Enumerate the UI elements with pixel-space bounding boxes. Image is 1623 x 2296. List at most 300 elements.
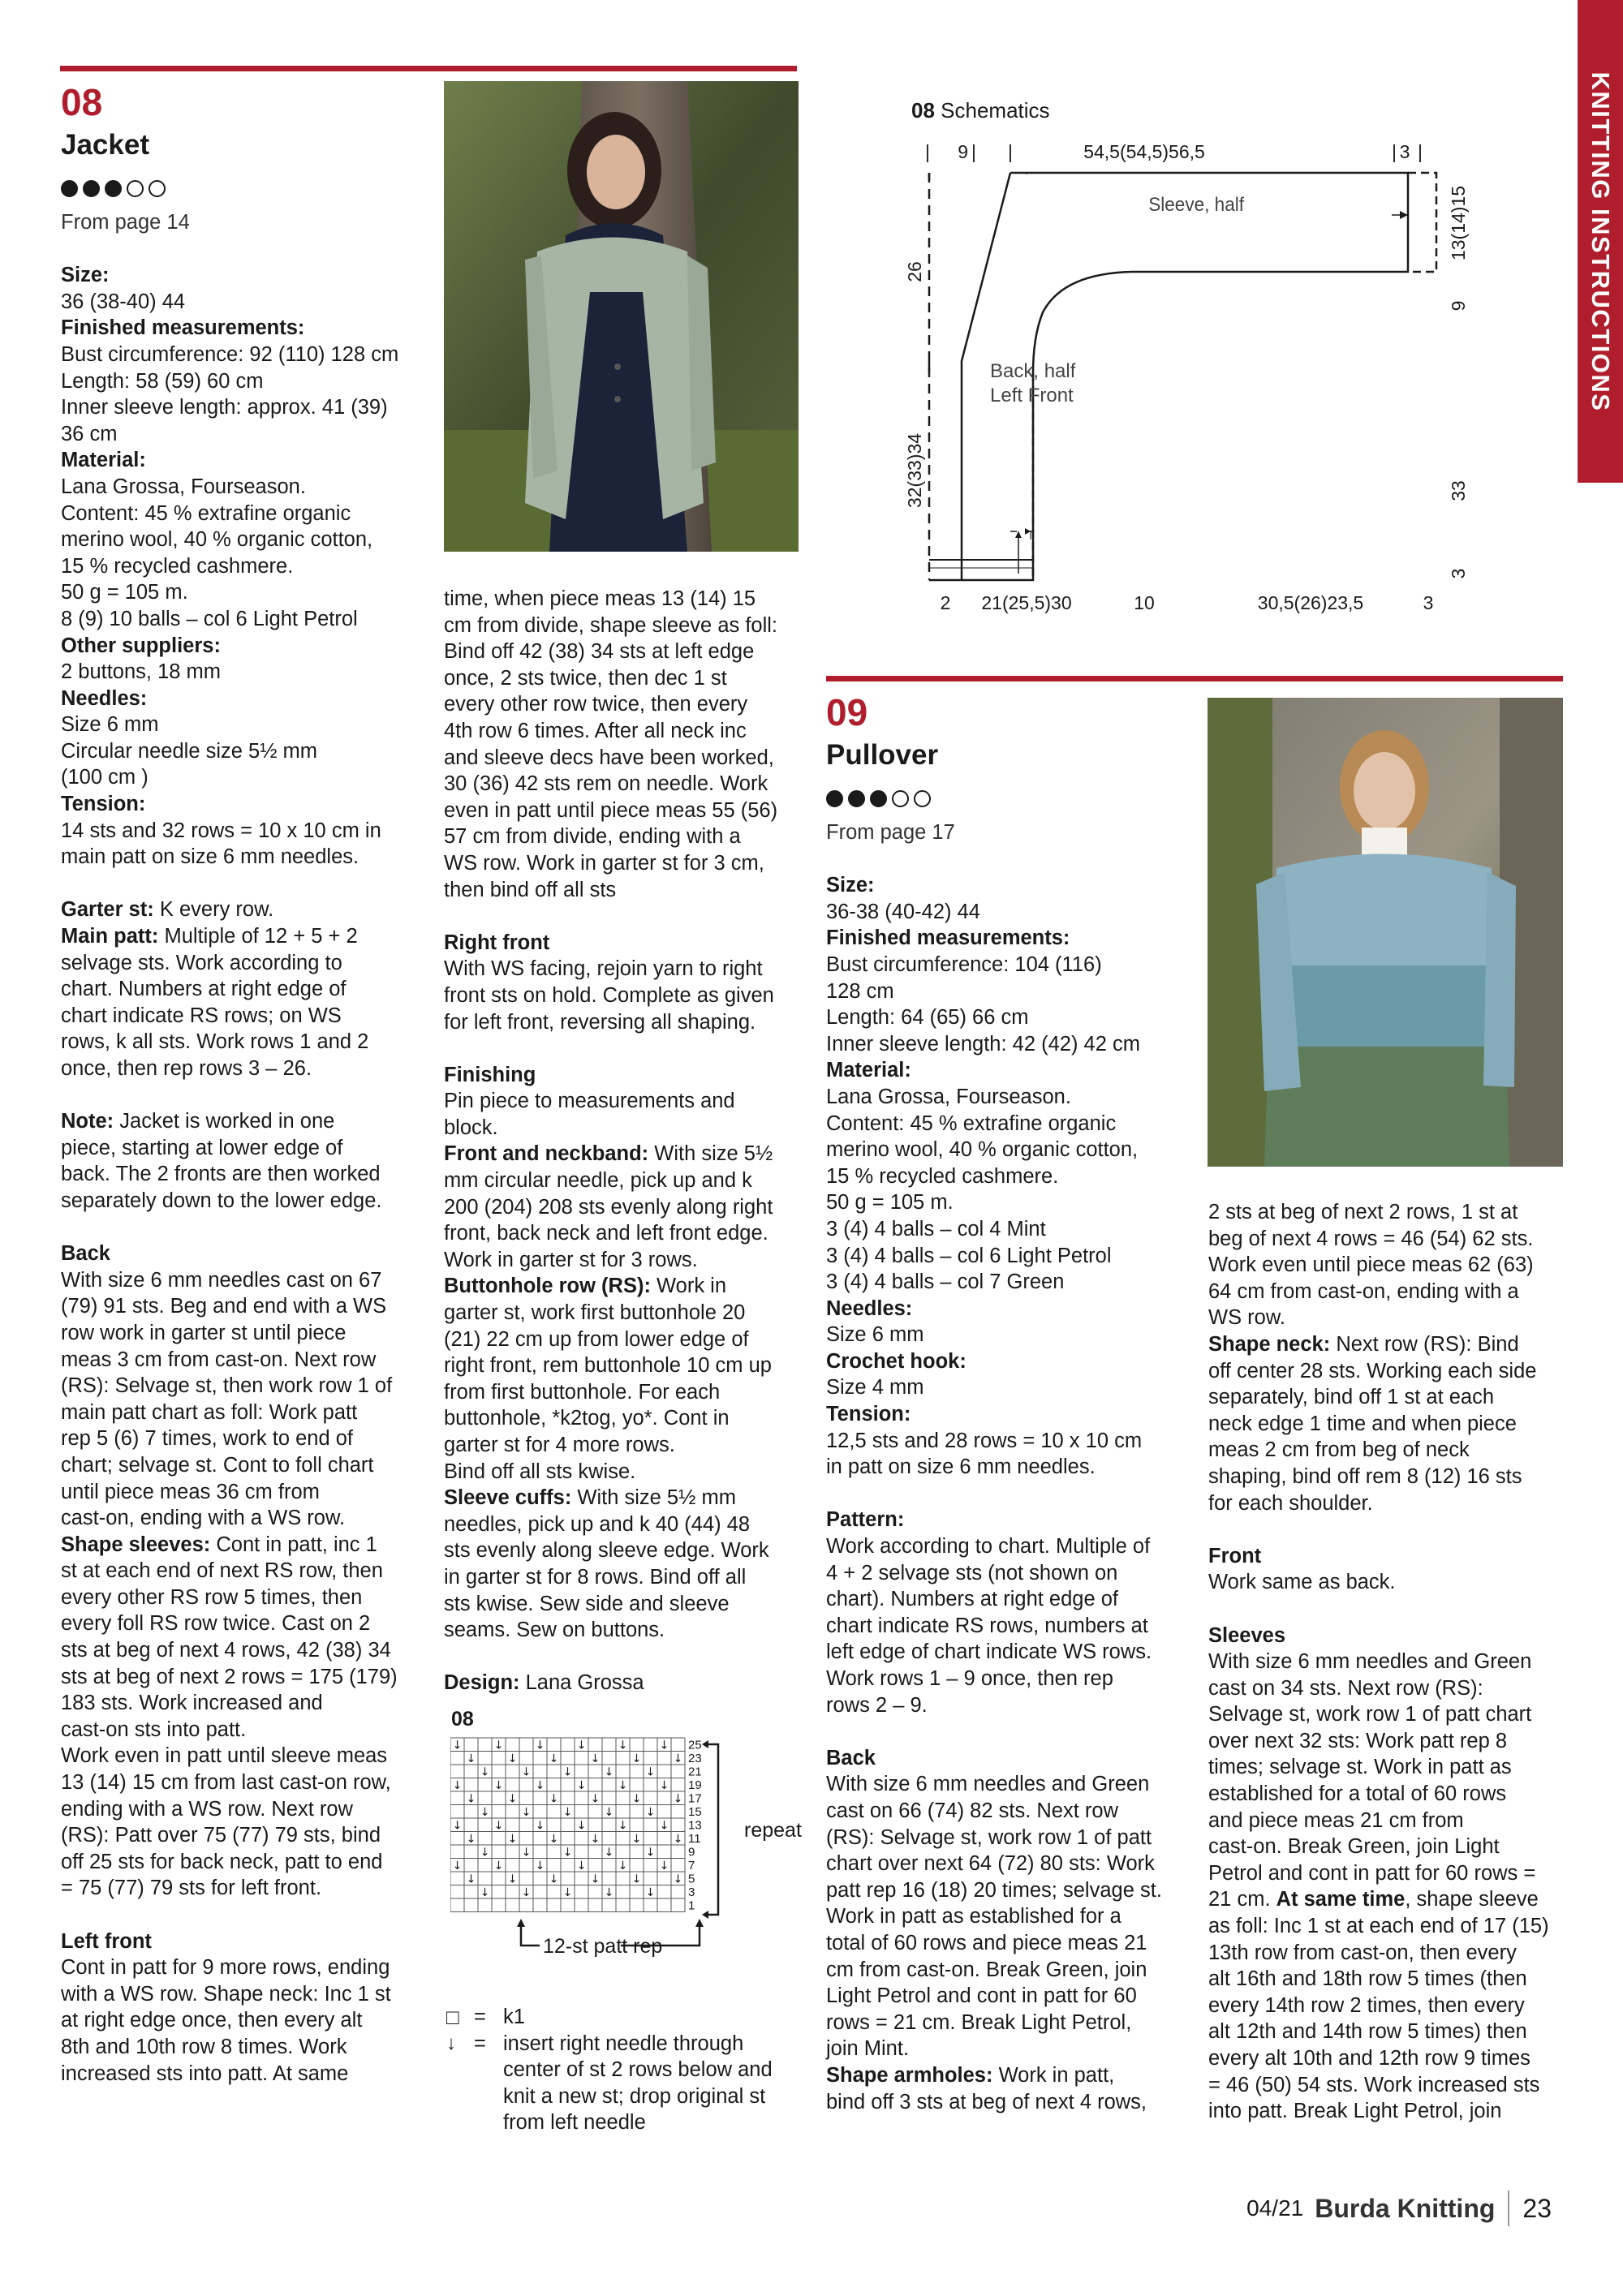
from-page: From page 17: [826, 821, 955, 844]
neck-line: shaping, bind off rem 8 (12) 16 sts: [1208, 1464, 1522, 1488]
fm-line: Inner sleeve length: 42 (42) 42 cm: [826, 1032, 1140, 1056]
material-line: 3 (4) 4 balls – col 4 Mint: [826, 1217, 1046, 1240]
chart-stitch-symbol: ↓: [618, 1779, 628, 1792]
schematic-number: 08: [911, 98, 935, 123]
back-line: chart over next 64 (72) 80 sts: Work: [826, 1852, 1155, 1876]
sleeves-line: alt 16th and 18th row 5 times (then: [1208, 1967, 1527, 1991]
difficulty-dot-filled: [870, 790, 887, 807]
chart-stitch-symbol: ↓: [590, 1752, 601, 1765]
back-line: main patt chart as foll: Work patt: [61, 1400, 358, 1424]
cuff-text: With size 5½ mm: [571, 1486, 736, 1510]
shape-label: Shape sleeves:: [61, 1533, 211, 1556]
chart-stitch-symbol: ↓: [493, 1739, 504, 1752]
design-line: [444, 1670, 801, 1696]
cuff-line: needles, pick up and k 40 (44) 48: [444, 1512, 751, 1536]
back-line: cast-on, ending with a WS row.: [61, 1507, 346, 1530]
chart-stitch-symbol: ↓: [604, 1765, 614, 1779]
arm-line: [826, 2062, 1191, 2089]
legend-symbol-k1: □: [446, 2005, 459, 2029]
front-text: With size 5½: [648, 1142, 773, 1166]
pattern-title: Jacket: [61, 129, 149, 161]
back-heading: Back: [826, 1746, 876, 1769]
back-heading: Back: [61, 1242, 110, 1266]
material-line: 50 g = 105 m.: [61, 581, 188, 604]
sleeves-heading: Sleeves: [1208, 1623, 1286, 1647]
dim-left-26: 26: [904, 261, 925, 282]
cuff-line: [444, 1485, 801, 1511]
difficulty-dot-empty: [127, 180, 144, 197]
chart-stitch-symbol: ↓: [673, 1872, 683, 1886]
right-line: front sts on hold. Complete as given: [444, 983, 774, 1007]
button-line: (21) 22 cm up from lower edge of: [444, 1327, 749, 1351]
button-label: Buttonhole row (RS):: [444, 1275, 651, 1298]
chart-row-number: 17: [688, 1791, 702, 1806]
note-label: Note:: [61, 1110, 114, 1133]
chart-stitch-symbol: ↓: [507, 1833, 518, 1846]
arm-label: Shape armholes:: [826, 2063, 993, 2087]
back-line: join Mint.: [826, 2037, 910, 2061]
chart-stitch-symbol: ↓: [645, 1846, 656, 1860]
pattern-number: 09: [826, 691, 868, 733]
pattern-line: Work according to chart. Multiple of: [826, 1535, 1151, 1559]
legend-item: [446, 2004, 803, 2031]
difficulty-rating: [826, 789, 1191, 808]
chart-row-number: 11: [688, 1832, 701, 1846]
back-line: row work in garter st until piece: [61, 1321, 347, 1344]
dim-top-width: 54,5(54,5)56,5: [1083, 141, 1205, 162]
material-line: Content: 45 % extrafine organic: [826, 1111, 1117, 1135]
difficulty-rating: [61, 178, 418, 198]
other-value: 2 buttons, 18 mm: [61, 660, 222, 684]
fm-line: Bust circumference: 104 (116): [826, 952, 1102, 976]
label-back: Back, half: [990, 360, 1076, 382]
col2-line: 30 (36) 42 sts rem on needle. Work: [444, 772, 768, 796]
sleeves-line: as foll: Inc 1 st at each end of 17 (15): [1208, 1915, 1549, 1938]
material-label: Material:: [826, 1059, 911, 1082]
needles-label: Needles:: [61, 686, 148, 710]
chart-stitch-symbol: ↓: [480, 1846, 490, 1860]
jacket-photo: [444, 81, 799, 552]
shape-line: sts at beg of next 2 rows = 175 (179): [61, 1665, 398, 1688]
tension-line: in patt on size 6 mm needles.: [826, 1455, 1096, 1479]
dim-bottom-sleeve: 30,5(26)23,5: [1257, 592, 1364, 613]
difficulty-dot-filled: [83, 180, 100, 197]
col2-line: Bind off 42 (38) 34 sts at left edge: [444, 640, 755, 664]
fm-line: Length: 64 (65) 66 cm: [826, 1006, 1029, 1030]
svg-text:08 Schematics: [911, 98, 1050, 123]
front-line: Work in garter st for 3 rows.: [444, 1248, 698, 1271]
finishing-heading: Finishing: [444, 1063, 536, 1086]
button-line: garter st for 4 more rows.: [444, 1434, 675, 1456]
chart-stitch-symbol: ↓: [507, 1872, 518, 1886]
c4-line: Work even until piece meas 62 (63): [1208, 1253, 1534, 1277]
hook-value: Size 4 mm: [826, 1376, 924, 1400]
chart-stitch-symbol: ↓: [493, 1860, 504, 1872]
sleeves-line: With size 6 mm needles and Green: [1208, 1650, 1532, 1674]
note-line: separately down to the lower edge.: [61, 1189, 382, 1212]
dim-top-9: 9: [958, 141, 968, 162]
patt-rep-label: 12-st patt rep: [543, 1935, 663, 1958]
difficulty-dot-empty: [149, 180, 166, 197]
left-line: increased sts into patt. At same: [61, 2062, 349, 2085]
dim-bottom-3: 3: [1423, 592, 1434, 613]
tension-label: Tension:: [61, 793, 146, 816]
chart-stitch-symbol: ↓: [659, 1819, 669, 1833]
dim-right-3: 3: [1448, 568, 1469, 579]
repeat-arrow-bottom: [702, 1911, 708, 1919]
material-line: Content: 45 % extrafine organic: [61, 501, 351, 525]
neck-line: [1208, 1331, 1573, 1358]
note-line: piece, starting at lower edge of: [61, 1136, 343, 1159]
c4-line: WS row.: [1208, 1306, 1285, 1330]
back-line: until piece meas 36 cm from: [61, 1480, 320, 1503]
note-text: Jacket is worked in one: [114, 1110, 335, 1133]
chart-stitch-symbol: ↓: [618, 1819, 628, 1833]
rule-08: [60, 66, 797, 71]
fm-line: 36 cm: [61, 422, 118, 445]
button-line: right front, rem buttonhole 10 cm up: [444, 1354, 772, 1378]
from-page: From page 14: [61, 211, 190, 234]
material-line: 3 (4) 4 balls – col 7 Green: [826, 1271, 1065, 1294]
chart-row-number: 25: [688, 1738, 702, 1752]
fm-line: Inner sleeve length: approx. 41 (39): [61, 396, 388, 419]
chart-stitch-symbol: ↓: [604, 1886, 614, 1899]
legend-text-line: insert right needle through: [503, 2032, 744, 2055]
sleeves-line: and piece meas 21 cm from: [1208, 1808, 1464, 1832]
chart-stitch-symbol: ↓: [493, 1779, 504, 1792]
chart-stitch-symbol: ↓: [493, 1819, 504, 1833]
material-line: merino wool, 40 % organic cotton,: [826, 1138, 1139, 1162]
chart-stitch-symbol: ↓: [618, 1739, 628, 1752]
chart-title: 08: [451, 1708, 474, 1731]
label-sleeve: Sleeve, half: [1148, 193, 1245, 216]
legend-symbol-insert: ↓: [446, 2032, 456, 2054]
chart-row-number: 1: [688, 1898, 695, 1913]
back-line: rows = 21 cm. Break Light Petrol,: [826, 2010, 1132, 2034]
shape-line: st at each end of next RS row, then: [61, 1559, 383, 1583]
footer-divider: [1508, 2191, 1509, 2226]
note-line: back. The 2 fronts are then worked: [61, 1163, 381, 1186]
back-line: rep 5 (6) 7 times, work to end of: [61, 1427, 353, 1451]
front-line: 200 (204) 208 sts evenly along right: [444, 1195, 773, 1219]
difficulty-dot-empty: [914, 790, 931, 807]
arm-text: Work in patt,: [992, 2063, 1115, 2087]
chart-stitch-symbol: ↓: [521, 1806, 532, 1819]
sleeves-line: every alt 10th and 12th row 9 times: [1208, 2047, 1530, 2070]
chart-stitch-symbol: ↓: [549, 1752, 559, 1765]
neck-line: off center 28 sts. Working each side: [1208, 1359, 1537, 1382]
schematic-diagram: [897, 93, 1481, 629]
dim-top-3: 3: [1399, 141, 1410, 162]
garter-label: Garter st:: [61, 898, 154, 922]
dim-right-33: 33: [1448, 480, 1469, 501]
pattern-title: Pullover: [826, 739, 939, 771]
chart-stitch-symbol: ↓: [549, 1872, 559, 1886]
dim-bottom-10: 10: [1134, 592, 1155, 613]
chart-stitch-symbol: ↓: [631, 1872, 642, 1886]
sleeves-line: times; selvage st. Work in patt as: [1208, 1756, 1512, 1779]
design-text: Lana Grossa: [519, 1671, 644, 1695]
legend-equals: =: [474, 2032, 486, 2055]
cuff-line: seams. Sew on buttons.: [444, 1619, 665, 1642]
shape-line: = 75 (77) 79 sts for left front.: [61, 1877, 322, 1900]
chart-stitch-symbol: ↓: [480, 1886, 490, 1899]
neck-line: separately, bind off 1 st at each: [1208, 1386, 1495, 1409]
svg-text:|: |: [1008, 141, 1013, 162]
knitting-chart: [450, 1736, 807, 1980]
material-label: Material:: [61, 449, 146, 472]
sleeves-line: Selvage st, work row 1 of patt chart: [1208, 1703, 1532, 1726]
patt-rep-arrow-left: [517, 1919, 525, 1927]
col2-line: cm from divide, shape sleeve as foll:: [444, 613, 778, 637]
chart-row-number: 3: [688, 1885, 695, 1899]
size-value: 36 (38-40) 44: [61, 290, 186, 313]
pattern-line: left edge of chart indicate WS rows.: [826, 1640, 1152, 1664]
front-label: Front and neckband:: [444, 1142, 649, 1166]
shape-line: (RS): Patt over 75 (77) 79 sts, bind: [61, 1824, 381, 1847]
back-line: patt rep 16 (18) 20 times; selvage st.: [826, 1878, 1162, 1902]
chart-row-number: 13: [688, 1818, 702, 1833]
shape-line: [61, 1532, 418, 1559]
back-line: total of 60 rows and piece meas 21: [826, 1931, 1147, 1954]
chart-row-number: 7: [688, 1859, 695, 1872]
svg-text:|: |: [1418, 141, 1423, 162]
neck-text: Next row (RS): Bind: [1330, 1332, 1519, 1356]
pattern-line: 4 + 2 selvage sts (not shown on: [826, 1561, 1118, 1584]
shape-line: 183 sts. Work increased and: [61, 1692, 323, 1715]
needles-label: Needles:: [826, 1296, 913, 1320]
neck-line: neck edge 1 time and when piece: [1208, 1412, 1517, 1435]
back-line: With size 6 mm needles cast on 67: [61, 1268, 382, 1292]
chart-stitch-symbol: ↓: [631, 1752, 642, 1765]
chart-stitch-symbol: ↓: [659, 1860, 669, 1872]
chart-stitch-symbol: ↓: [604, 1846, 614, 1860]
chart-stitch-symbol: ↓: [576, 1739, 587, 1752]
chart-stitch-symbol: ↓: [673, 1833, 683, 1846]
repeat-label: repeat: [744, 1819, 802, 1842]
chart-legend: [446, 2004, 803, 2136]
tension-line: 12,5 sts and 28 rows = 10 x 10 cm: [826, 1429, 1143, 1452]
chart-stitch-symbol: ↓: [535, 1779, 545, 1792]
chart-stitch-symbol: ↓: [659, 1739, 669, 1752]
chart-row-number: 19: [688, 1778, 702, 1792]
left-front-heading: Left front: [61, 1929, 152, 1953]
neck-line: for each shoulder.: [1208, 1491, 1373, 1515]
fm-line: Length: 58 (59) 60 cm: [61, 369, 264, 393]
button-line: garter st, work first buttonhole 20: [444, 1301, 746, 1325]
sleeves-line: Petrol and cont in patt for 60 rows =: [1208, 1861, 1536, 1885]
shape-line: cast-on sts into patt.: [61, 1718, 247, 1741]
chart-stitch-symbol: ↓: [618, 1860, 628, 1872]
chart-stitch-symbol: ↓: [562, 1806, 573, 1819]
material-line: 15 % recycled cashmere.: [61, 554, 294, 578]
back-line: With size 6 mm needles and Green: [826, 1773, 1150, 1796]
chart-stitch-symbol: ↓: [521, 1765, 532, 1779]
repeat-arrow-top: [702, 1740, 708, 1748]
rule-09: [826, 676, 1563, 681]
col2-line: time, when piece meas 13 (14) 15: [444, 587, 756, 610]
legend-item: [446, 2031, 803, 2136]
chart-stitch-symbol: ↓: [535, 1819, 545, 1833]
legend-text: k1: [503, 2006, 525, 2028]
difficulty-dot-filled: [105, 180, 122, 197]
left-line: 8th and 10th row 8 times. Work: [61, 2035, 347, 2058]
needles-line: (100 cm ): [61, 766, 149, 789]
material-line: 3 (4) 4 balls – col 6 Light Petrol: [826, 1244, 1112, 1267]
section-tab-label: KNITTING INSTRUCTIONS: [1586, 71, 1615, 411]
button-line: [444, 1273, 801, 1300]
schematic-title: Schematics: [934, 98, 1050, 123]
col2-line: 4th row 6 times. After all neck inc: [444, 719, 747, 742]
material-line: Lana Grossa, Fourseason.: [61, 475, 306, 498]
size-value: 36-38 (40-42) 44: [826, 900, 980, 923]
back-line: cast on 66 (74) 82 sts. Next row: [826, 1799, 1118, 1822]
shape-line: Work even in patt until sleeve meas: [61, 1744, 388, 1768]
arm-line: bind off 3 sts at beg of next 4 rows,: [826, 2090, 1147, 2113]
chart-stitch-symbol: ↓: [535, 1860, 545, 1872]
note-line: [61, 1108, 418, 1135]
chart-stitch-symbol: ↓: [452, 1860, 463, 1872]
chart-stitch-symbol: ↓: [507, 1752, 518, 1765]
material-line: 50 g = 105 m.: [826, 1191, 954, 1215]
fm-line: 128 cm: [826, 979, 894, 1003]
sleeves-line: over next 32 sts: Work patt rep 8: [1208, 1729, 1508, 1752]
chart-stitch-symbol: ↓: [673, 1752, 683, 1765]
main-line: rows, k all sts. Work rows 1 and 2: [61, 1030, 369, 1054]
chart-stitch-symbol: ↓: [576, 1819, 587, 1833]
sleeves-line: every 14th row 2 times, then every: [1208, 1993, 1525, 2017]
chart-stitch-symbol: ↓: [562, 1886, 573, 1899]
col-1: [61, 81, 418, 2087]
material-line: merino wool, 40 % organic cotton,: [61, 528, 373, 552]
sleeves-line: = 46 (50) 54 sts. Work increased sts: [1208, 2073, 1540, 2096]
legend-equals: =: [474, 2006, 486, 2028]
front-line: [444, 1141, 801, 1167]
same-a: 21 cm.: [1208, 1888, 1276, 1911]
main-line: chart indicate RS rows; on WS: [61, 1004, 342, 1027]
chart-stitch-symbol: ↓: [466, 1872, 476, 1886]
fm-label: Finished measurements:: [61, 316, 305, 340]
main-line: selvage sts. Work according to: [61, 951, 342, 974]
shape-line: sts at beg of next 4 rows, 42 (38) 34: [61, 1639, 391, 1662]
dim-right-9: 9: [1448, 300, 1469, 312]
shape-line: ending with a WS row. Next row: [61, 1797, 353, 1821]
chart-stitch-symbol: ↓: [466, 1752, 476, 1765]
col-4: [1208, 1199, 1573, 2125]
sleeves-line: 13th row from cast-on, then every: [1208, 1941, 1517, 1964]
chart-stitch-symbol: ↓: [576, 1779, 587, 1792]
chart-row-numbers: [688, 1739, 702, 1913]
shape-text: Cont in patt, inc 1: [210, 1533, 377, 1556]
legend-text-line: knit a new st; drop original st: [503, 2084, 766, 2108]
chart-stitch-symbol: ↓: [535, 1739, 545, 1752]
difficulty-dot-filled: [848, 790, 865, 807]
legend-text-line: center of st 2 rows below and: [503, 2058, 773, 2082]
col2-line: once, 2 sts twice, then dec 1 st: [444, 666, 727, 690]
pattern-label: Pattern:: [826, 1508, 905, 1532]
chart-stitch-symbol: ↓: [521, 1886, 532, 1899]
same-b: At same time: [1276, 1888, 1406, 1911]
main-text: Multiple of 12 + 5 + 2: [158, 925, 358, 948]
dim-bottom-2: 2: [940, 592, 951, 613]
back-line: cm from cast-on. Break Green, join: [826, 1958, 1147, 1981]
needles-value: Size 6 mm: [826, 1323, 924, 1347]
button-line: from first buttonhole. For each: [444, 1380, 721, 1404]
cuff-line: sts kwise. Sew side and sleeve: [444, 1592, 730, 1615]
sleeves-line: established for a total of 60 rows: [1208, 1782, 1507, 1806]
col-3: [826, 691, 1191, 2115]
c4-line: 2 sts at beg of next 2 rows, 1 st at: [1208, 1201, 1518, 1223]
footer: [1211, 2191, 1552, 2226]
back-line: meas 3 cm from cast-on. Next row: [61, 1348, 377, 1371]
other-label: Other suppliers:: [61, 634, 221, 657]
c4-line: 64 cm from cast-on, ending with a: [1208, 1279, 1519, 1303]
chart-stitch-symbol: ↓: [645, 1806, 656, 1819]
finishing-line: Pin piece to measurements and: [444, 1090, 735, 1113]
pattern-line: Work rows 1 – 9 once, then rep: [826, 1667, 1113, 1690]
back-line: (79) 91 sts. Beg and end with a WS: [61, 1295, 387, 1318]
tension-line: main patt on size 6 mm needles.: [61, 845, 359, 869]
section-tab: [1578, 0, 1623, 483]
main-label: Main patt:: [61, 925, 159, 948]
chart-grid: [450, 1738, 685, 1912]
svg-text:|: |: [971, 141, 976, 162]
chart-stitch-symbol: ↓: [645, 1886, 656, 1899]
chart-stitch-symbol: ↓: [590, 1833, 601, 1846]
dim-bottom-width: 21(25,5)30: [981, 592, 1072, 613]
front-value: Work same as back.: [1208, 1571, 1396, 1594]
c4-line: beg of next 4 rows = 46 (54) 62 sts.: [1208, 1227, 1534, 1250]
back-line: Light Petrol and cont in patt for 60: [826, 1984, 1137, 2008]
chart-stitch-symbol: ↓: [576, 1860, 587, 1872]
finishing-line: block.: [444, 1116, 498, 1139]
chart-stitch-symbol: ↓: [549, 1792, 559, 1806]
pattern-number: 08: [61, 81, 103, 123]
left-line: at right edge once, then every alt: [61, 2009, 363, 2032]
material-line: Lana Grossa, Fourseason.: [826, 1085, 1071, 1108]
shape-line: 13 (14) 15 cm from last cast-on row,: [61, 1771, 391, 1795]
material-line: 15 % recycled cashmere.: [826, 1164, 1059, 1188]
shape-line: every other RS row 5 times, then: [61, 1585, 363, 1609]
col2-line: 57 cm from divide, ending with a: [444, 825, 741, 849]
needles-line: Size 6 mm: [61, 713, 159, 737]
dim-left-length: 32(33)34: [904, 432, 925, 509]
sleeves-line: cast on 34 sts. Next row (RS):: [1208, 1676, 1483, 1700]
sleeves-line: into patt. Break Light Petrol, join: [1208, 2100, 1502, 2123]
chart-stitch-symbol: ↓: [466, 1833, 476, 1846]
tension-line: 14 sts and 32 rows = 10 x 10 cm in: [61, 819, 381, 842]
cuff-line: in garter st for 8 rows. Bind off all: [444, 1565, 747, 1589]
needles-line: Circular needle size 5½ mm: [61, 739, 318, 763]
right-front-heading: Right front: [444, 931, 550, 954]
chart-stitch-symbol: ↓: [452, 1819, 463, 1833]
cuff-label: Sleeve cuffs:: [444, 1486, 572, 1510]
chart-stitch-symbol: ↓: [549, 1833, 559, 1846]
back-line: (RS): Selvage st, then work row 1 of: [61, 1374, 393, 1398]
fm-line: Bust circumference: 92 (110) 128 cm: [61, 342, 399, 366]
page-number: 23: [1522, 2193, 1552, 2223]
difficulty-dot-filled: [826, 790, 843, 807]
pattern-line: chart). Numbers at right edge of: [826, 1588, 1119, 1611]
shape-line: off 25 sts for back neck, patt to end: [61, 1850, 383, 1873]
main-line: [61, 923, 418, 950]
back-line: Work in patt as established for a: [826, 1905, 1121, 1928]
main-line: chart. Numbers at right edge of: [61, 978, 347, 1001]
button-line: buttonhole, *k2tog, yo*. Cont in: [444, 1407, 730, 1430]
chart-stitch-symbol: ↓: [673, 1792, 683, 1806]
chart-row-number: 9: [688, 1845, 695, 1860]
col2-line: even in patt until piece meas 55 (56): [444, 798, 778, 822]
